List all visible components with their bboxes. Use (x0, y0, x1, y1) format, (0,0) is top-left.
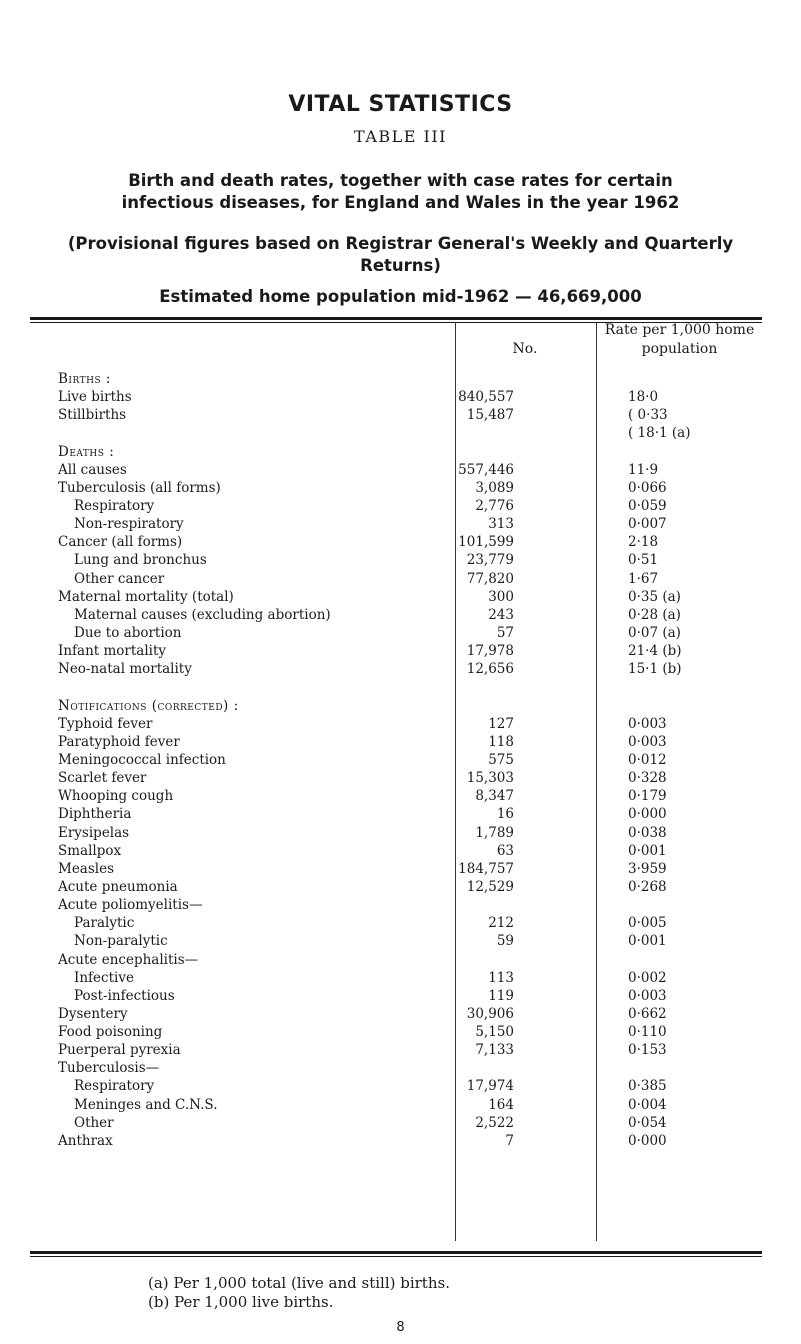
row-label: Infant mortality (58, 643, 167, 660)
row-label: Anthrax (58, 1132, 113, 1149)
row-label: Other cancer (74, 570, 165, 587)
row-rate: 0·268 (628, 878, 667, 895)
row-label: Acute poliomyelitis— (58, 897, 203, 914)
row-label: Cancer (all forms) (58, 534, 183, 551)
table-row (0, 479, 801, 497)
row-rate: 2·18 (628, 534, 659, 551)
row-rate: 21·4 (b) (628, 643, 682, 660)
table-body (0, 370, 801, 1150)
table-row (0, 1077, 801, 1095)
table-row (0, 461, 801, 479)
row-label: Tuberculosis— (58, 1060, 160, 1077)
row-count: 12,656 (466, 661, 514, 678)
row-count: 23,779 (466, 552, 514, 569)
table-row (0, 606, 801, 624)
row-rate: ( 0·33 (628, 407, 668, 424)
table-row (0, 1096, 801, 1114)
table-row (0, 515, 801, 533)
row-count: 212 (488, 915, 514, 932)
row-label: Typhoid fever (58, 715, 153, 732)
row-rate: 0·002 (628, 969, 667, 986)
footnote-b: (b) Per 1,000 live births. (148, 1293, 334, 1311)
table-row (0, 969, 801, 987)
column-header-rate: Rate per 1,000 home population (604, 322, 755, 357)
population-estimate: Estimated home population mid-1962 — 46,669,000 (159, 287, 642, 306)
row-label: Respiratory (74, 1078, 155, 1095)
row-rate: 0·005 (628, 915, 667, 932)
row-label: Infective (74, 969, 134, 986)
row-rate: 0·003 (628, 715, 667, 732)
row-label: Deaths : (58, 443, 115, 460)
row-count: 7 (505, 1132, 514, 1149)
table-row (0, 588, 801, 606)
row-count: 3,089 (475, 479, 514, 496)
row-rate: 0·012 (628, 751, 667, 768)
group-row (0, 951, 801, 969)
table-row (0, 769, 801, 787)
row-count: 557,446 (458, 461, 514, 478)
row-label: Maternal causes (excluding abortion) (74, 606, 331, 623)
column-header-no: No. (512, 341, 538, 357)
table-row (0, 406, 801, 424)
row-count: 164 (488, 1096, 514, 1113)
table-row (0, 1132, 801, 1150)
page-title: VITAL STATISTICS (288, 92, 513, 117)
table-row (0, 878, 801, 896)
row-count: 101,599 (458, 534, 514, 551)
row-rate: 3·959 (628, 860, 667, 877)
group-row (0, 896, 801, 914)
row-rate: 0·059 (628, 497, 667, 514)
row-rate: 0·003 (628, 987, 667, 1004)
row-label: Lung and bronchus (74, 552, 207, 569)
table-row (0, 860, 801, 878)
page-number: 8 (396, 1320, 405, 1335)
table-row (0, 624, 801, 642)
row-rate: 0·662 (628, 1005, 667, 1022)
table-row (0, 1114, 801, 1132)
row-rate: 0·179 (628, 788, 667, 805)
row-label: Post-infectious (74, 987, 175, 1004)
row-rate: 0·153 (628, 1042, 667, 1059)
row-rate: 0·328 (628, 770, 667, 787)
row-label: Live births (58, 389, 132, 406)
row-rate: 0·003 (628, 733, 667, 750)
row-count: 575 (488, 751, 514, 768)
table-bottom-rule-thin (30, 1256, 762, 1257)
row-count: 313 (488, 516, 514, 533)
row-rate: 0·51 (628, 552, 659, 569)
row-count: 17,978 (466, 643, 514, 660)
row-rate: 18·0 (628, 389, 659, 406)
row-label: Notifications (corrected) : (58, 697, 239, 714)
table-row (0, 914, 801, 932)
row-label: Births : (58, 371, 111, 387)
row-label: Non-respiratory (74, 516, 184, 533)
row-label: Tuberculosis (all forms) (58, 479, 221, 496)
row-label: Stillbirths (58, 407, 127, 424)
row-rate: 0·066 (628, 479, 667, 496)
row-label: Erysipelas (58, 824, 130, 841)
table-row (0, 751, 801, 769)
row-label: Diphtheria (58, 806, 132, 823)
row-rate: 0·038 (628, 824, 667, 841)
row-label: Smallpox (58, 842, 122, 859)
table-row (0, 533, 801, 551)
row-label: Meningococcal infection (58, 751, 226, 768)
row-rate: 1·67 (628, 570, 659, 587)
row-count: 113 (488, 969, 514, 986)
row-rate: 0·07 (a) (628, 624, 681, 641)
row-label: Paralytic (74, 915, 135, 932)
row-rate: 0·35 (a) (628, 588, 681, 605)
row-label: Meninges and C.N.S. (74, 1096, 218, 1113)
table-row (0, 987, 801, 1005)
row-label: Acute encephalitis— (58, 951, 199, 968)
row-rate: 11·9 (628, 461, 659, 478)
table-row (0, 733, 801, 751)
row-count: 184,757 (458, 860, 514, 877)
row-rate: 0·001 (628, 933, 667, 950)
row-label: Non-paralytic (74, 933, 168, 950)
row-label: Respiratory (74, 497, 155, 514)
table-row (0, 1005, 801, 1023)
row-label: Other (74, 1114, 114, 1131)
row-count: 127 (488, 715, 514, 732)
row-rate: 0·007 (628, 516, 667, 533)
row-rate: 0·385 (628, 1078, 667, 1095)
table-row (0, 388, 801, 406)
row-label: Neo-natal mortality (58, 661, 192, 678)
row-rate: 15·1 (b) (628, 661, 682, 678)
table-row (0, 551, 801, 569)
section-row (0, 370, 801, 388)
row-count: 30,906 (466, 1005, 514, 1022)
row-label: Due to abortion (74, 624, 182, 641)
group-row (0, 1059, 801, 1077)
table-row (0, 424, 801, 442)
row-rate: 0·110 (628, 1024, 667, 1041)
row-count: 17,974 (466, 1078, 514, 1095)
row-count: 5,150 (475, 1024, 514, 1041)
table-subtitle: TABLE III (354, 127, 447, 146)
row-count: 15,487 (466, 407, 514, 424)
row-rate: 0·000 (628, 1132, 667, 1149)
section-row (0, 443, 801, 461)
row-label: Acute pneumonia (58, 878, 178, 895)
table-row (0, 1041, 801, 1059)
row-rate: 0·28 (a) (628, 606, 681, 623)
row-count: 243 (488, 606, 514, 623)
table-row (0, 787, 801, 805)
table-row (0, 678, 801, 696)
row-label: Paratyphoid fever (58, 733, 180, 750)
row-count: 77,820 (466, 570, 514, 587)
row-rate: 0·054 (628, 1114, 667, 1131)
table-top-rule (30, 317, 762, 320)
row-count: 2,522 (475, 1114, 514, 1131)
table-row (0, 715, 801, 733)
row-rate: 0·004 (628, 1096, 667, 1113)
row-count: 63 (496, 842, 514, 859)
table-row (0, 570, 801, 588)
row-label: All causes (58, 461, 127, 478)
row-count: 300 (488, 588, 514, 605)
row-count: 7,133 (475, 1042, 514, 1059)
row-count: 2,776 (475, 497, 514, 514)
row-rate: ( 18·1 (a) (628, 425, 691, 442)
table-description: Birth and death rates, together with case rates for certain infectious diseases, for England and Wales in the year 1962 (121, 171, 680, 212)
row-label: Scarlet fever (58, 770, 147, 787)
footnote-a: (a) Per 1,000 total (live and still) births. (148, 1274, 450, 1292)
table-row (0, 1023, 801, 1041)
row-count: 57 (496, 624, 514, 641)
row-label: Maternal mortality (total) (58, 588, 234, 605)
section-row (0, 697, 801, 715)
table-row (0, 497, 801, 515)
row-count: 118 (488, 733, 514, 750)
row-count: 59 (496, 933, 514, 950)
row-count: 1,789 (475, 824, 514, 841)
row-label: Dysentery (58, 1005, 128, 1022)
table-row (0, 805, 801, 823)
row-count: 16 (496, 806, 514, 823)
row-label: Measles (58, 860, 115, 877)
table-row (0, 642, 801, 660)
table-bottom-rule (30, 1251, 762, 1254)
row-count: 119 (488, 987, 514, 1004)
row-rate: 0·001 (628, 842, 667, 859)
table-row (0, 660, 801, 678)
row-label: Whooping cough (58, 788, 174, 805)
row-label: Puerperal pyrexia (58, 1042, 181, 1059)
row-count: 8,347 (475, 788, 514, 805)
footnotes (148, 1274, 450, 1312)
provisional-note: (Provisional figures based on Registrar General's Weekly and Quarterly Returns) (67, 234, 734, 275)
row-rate: 0·000 (628, 806, 667, 823)
table-row (0, 932, 801, 950)
row-count: 840,557 (458, 389, 514, 406)
row-label: Food poisoning (58, 1024, 163, 1041)
table-row (0, 842, 801, 860)
table-row (0, 824, 801, 842)
row-count: 12,529 (466, 878, 514, 895)
row-count: 15,303 (466, 770, 514, 787)
